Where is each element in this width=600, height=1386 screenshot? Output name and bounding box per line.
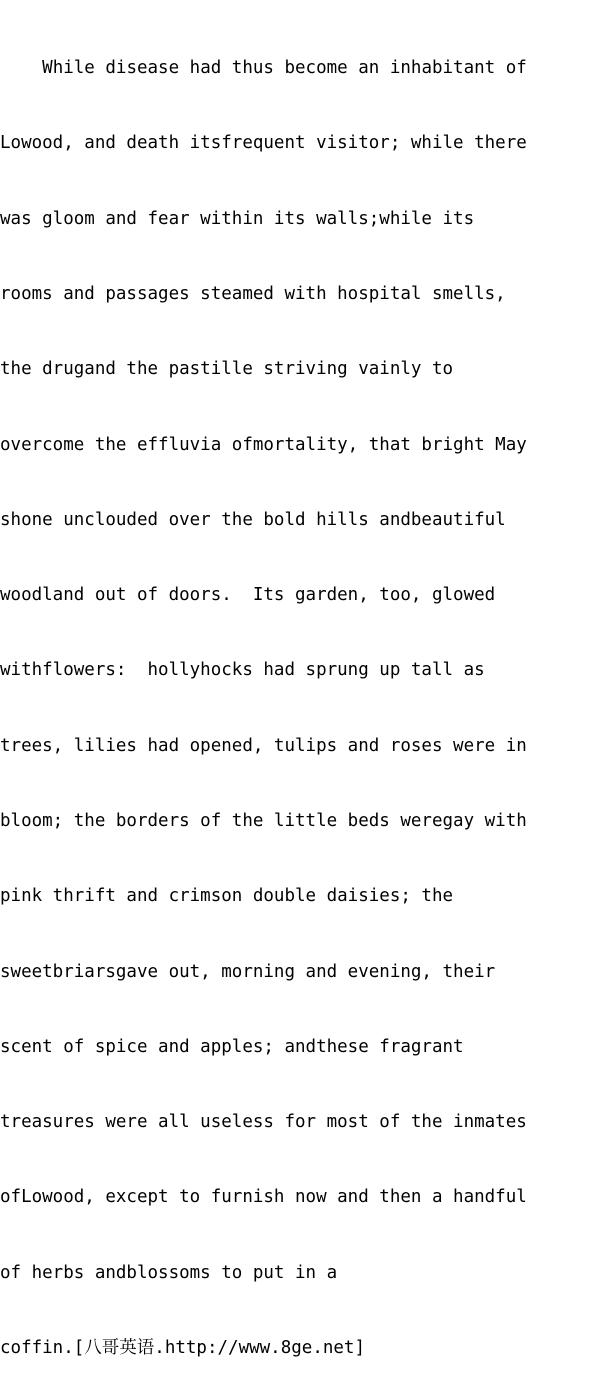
source-attribution-line: coffin.[八哥英语.http://www.8ge.net] xyxy=(0,1337,366,1358)
text-line: trees, lilies had opened, tulips and roses were in xyxy=(0,735,527,756)
text-line: of herbs andblossoms to put in a xyxy=(0,1262,338,1283)
text-line: scent of spice and apples; andthese fragrant xyxy=(0,1036,464,1057)
text-line: bloom; the borders of the little beds weregay with xyxy=(0,811,527,831)
text-line: sweetbriarsgave out, morning and evening, their xyxy=(0,961,496,982)
text-line: the drugand the pastille striving vainly to xyxy=(0,359,454,380)
text-line: pink thrift and crimson double daisies; the xyxy=(0,886,454,907)
text-line: was gloom and fear within its walls;while its xyxy=(0,208,475,229)
text-line: Lowood, and death itsfrequent visitor; while there xyxy=(0,133,527,154)
text-line: withflowers: hollyhocks had sprung up tall as xyxy=(0,660,485,681)
text-line: shone unclouded over the bold hills andbeautiful xyxy=(0,509,506,530)
text-line: woodland out of doors. Its garden, too, glowed xyxy=(0,585,496,606)
text-line: treasures were all useless for most of the inmates xyxy=(0,1112,527,1133)
text-line: rooms and passages steamed with hospital smells, xyxy=(0,284,506,305)
text-line: overcome the effluvia ofmortality, that bright May xyxy=(0,434,527,455)
text-line: ofLowood, except to furnish now and then a handful xyxy=(0,1187,527,1208)
text-line: While disease had thus become an inhabitant of xyxy=(0,58,527,79)
